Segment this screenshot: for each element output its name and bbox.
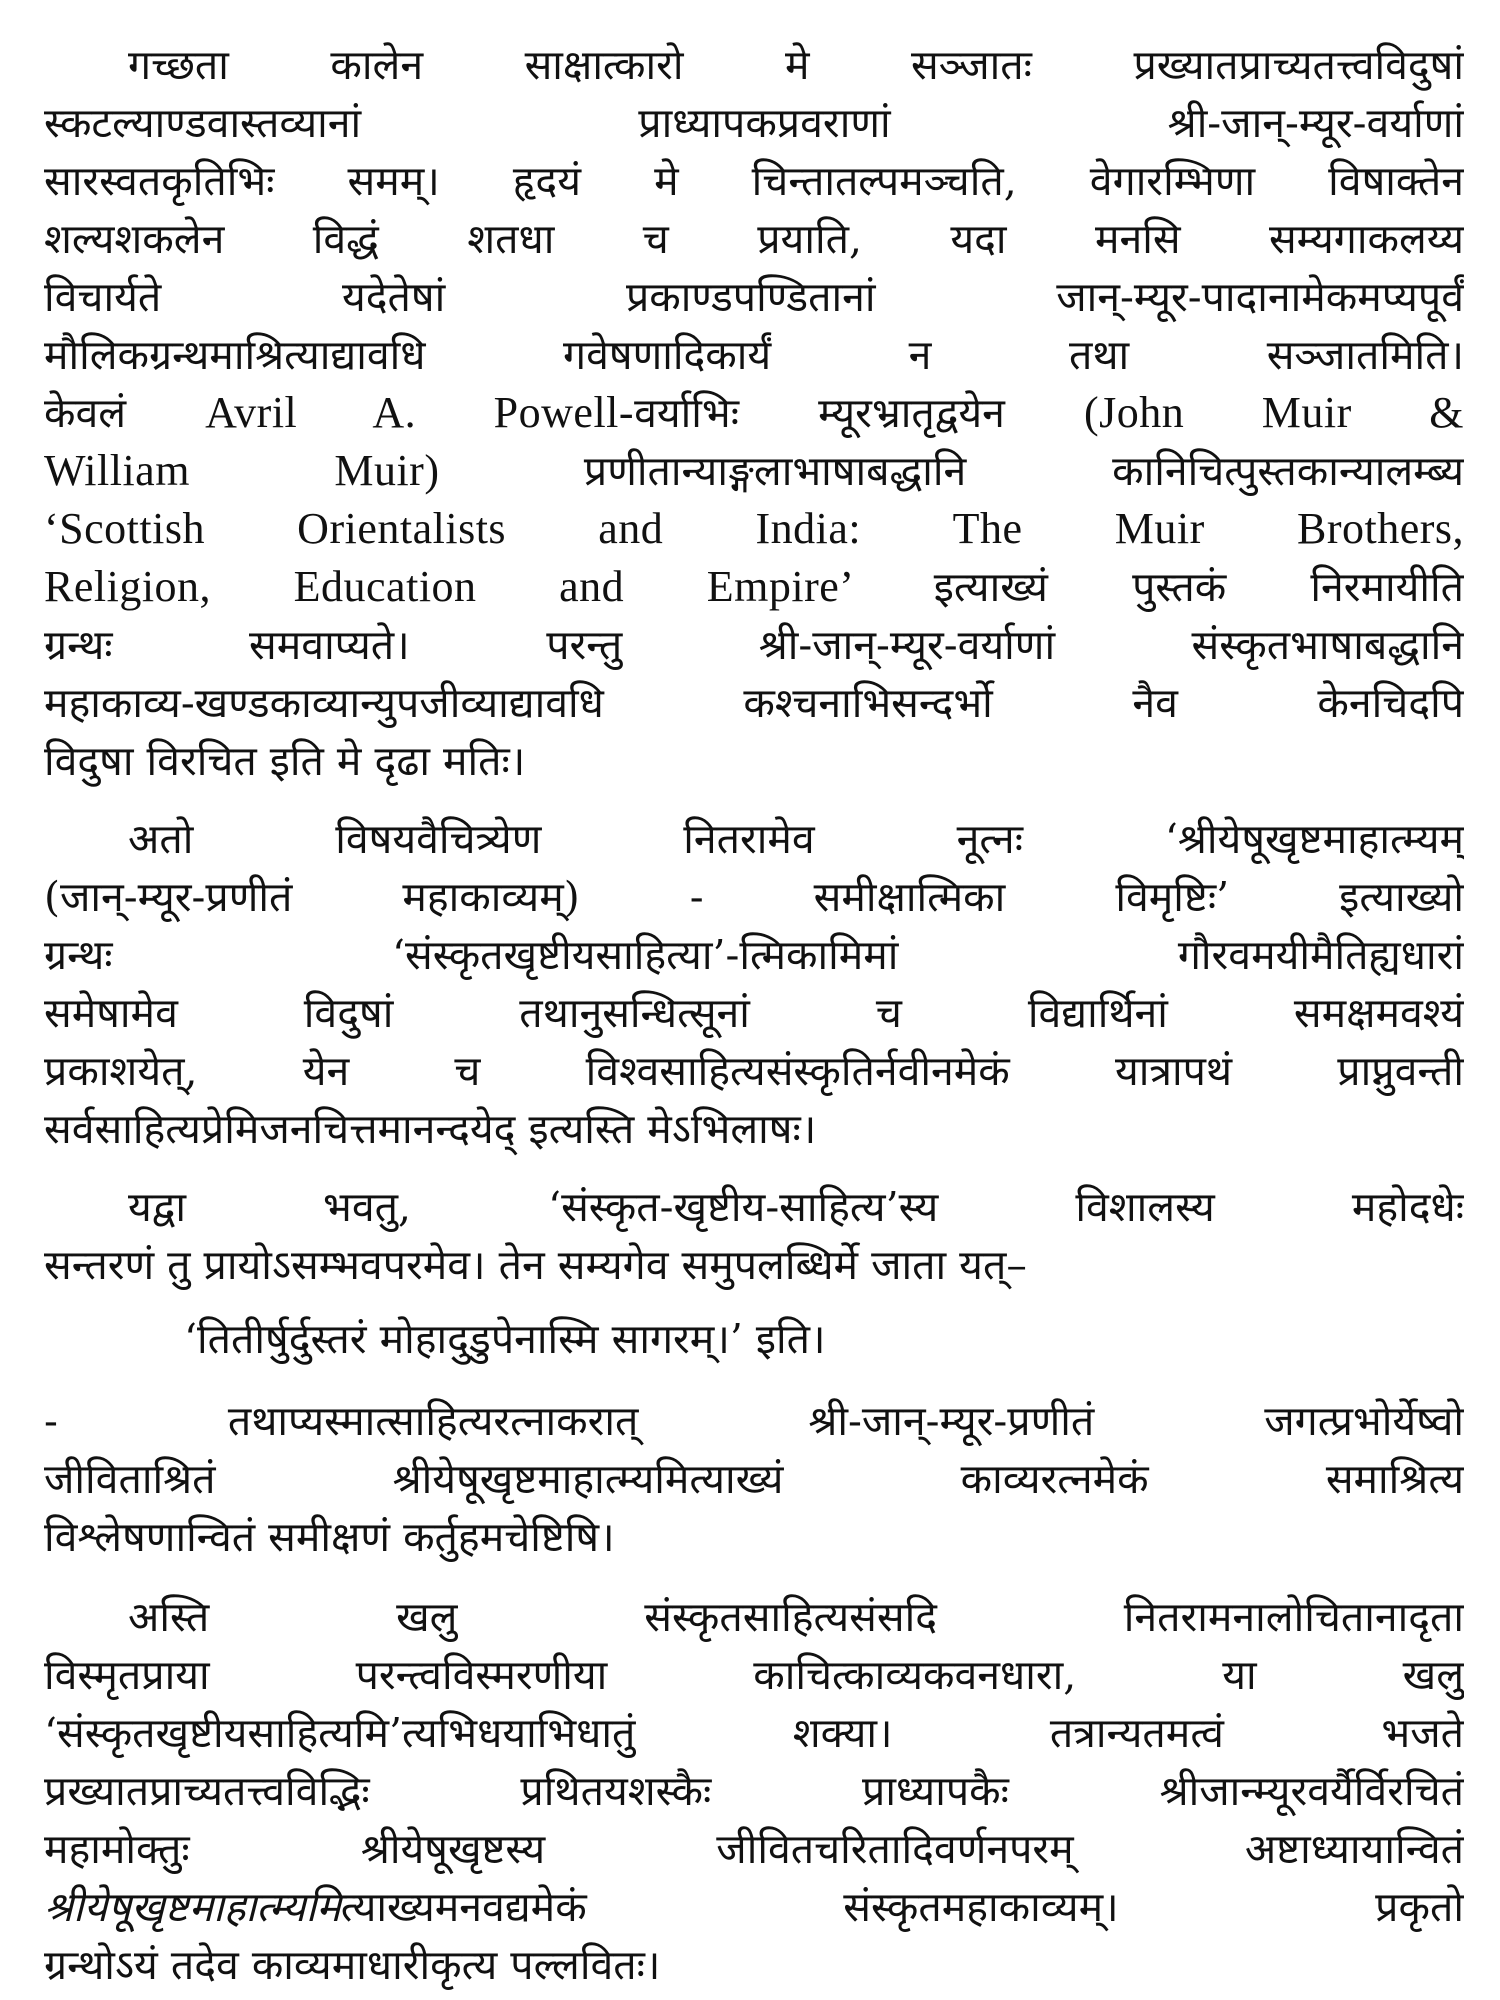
text-line: विचार्यते यदेतेषां प्रकाण्डपण्डितानां जान्-म्यूर-पादानामेकमप्यपूर्वं [44,273,1464,321]
text-line: सारस्वतकृतिभिः समम्। हृदयं मे चिन्तातल्पमञ्चति, वेगारम्भिणा विषाक्तेन [44,157,1464,205]
text-run-latin: (John Muir & [1083,388,1464,437]
text-line: ‘संस्कृतखृष्टीयसाहित्यमि’त्यभिधयाभिधातुं शक्या। तत्रान्यतमत्वं भजते [44,1709,1464,1757]
text-line [44,442,1464,500]
paragraph-3 [44,1178,1464,1294]
text-line: जीविताश्रितं श्रीयेषूखृष्टमाहात्म्यमित्याख्यं काव्यरत्नमेकं समाश्रित्य [44,1455,1464,1503]
verse-quotation: ‘तितीर्षुर्दुस्तरं मोहादुडुपेनास्मि सागरम्।’ इति। [184,1315,826,1363]
paragraph-4 [44,1392,1464,1566]
text-line: मौलिकग्रन्थमाश्रित्याद्यावधि गवेषणादिकार्यं न तथा सञ्जातमिति। [44,331,1464,379]
text-run-latin: Religion, Education and Empire’ [44,562,934,611]
text-run-italic: श्रीयेषूखृष्टमाहात्म्यमि [44,1883,341,1931]
text-line [44,384,1464,442]
text-run: इत्याख्यं पुस्तकं निरमायीति [933,563,1464,611]
text-line [44,558,1464,616]
text-line: (जान्-म्यूर-प्रणीतं महाकाव्यम्) - समीक्षात्मिका विमृष्टिः’ इत्याख्यो [44,873,1464,921]
text-line: अस्ति खलु संस्कृतसाहित्यसंसदि नितरामनालोचितानादृता [128,1593,1464,1641]
paragraph-5 [44,1588,1464,1994]
text-line: प्रकाशयेत्, येन च विश्वसाहित्यसंस्कृतिर्नवीनमेकं यात्रापथं प्राप्नुवन्ती [44,1047,1464,1095]
paragraph-2 [44,810,1464,1158]
text-run: केवलं [44,389,206,437]
text-line: समेषामेव विदुषां तथानुसन्धित्सूनां च विद्यार्थिनां समक्षमवश्यं [44,989,1464,1037]
text-line: स्कटल्याण्डवास्तव्यानां प्राध्यापकप्रवराणां श्री-जान्-म्यूर-वर्याणां [44,99,1464,147]
text-line [44,1878,1464,1936]
paragraph-1 [44,36,1464,790]
text-line: - तथाप्यस्मात्साहित्यरत्नाकरात् श्री-जान्-म्यूर-प्रणीतं जगत्प्रभोर्येष्वो [44,1397,1464,1445]
text-line: ‘Scottish Orientalists and India: The Muir Brothers, [44,504,1464,553]
text-line: विस्मृतप्राया परन्त्वविस्मरणीया काचित्काव्यकवनधारा, या खलु [44,1651,1464,1699]
text-line: गच्छता कालेन साक्षात्कारो मे सञ्जातः प्रख्यातप्राच्यतत्त्वविदुषां [128,41,1464,89]
text-run: त्याख्यमनवद्यमेकं संस्कृतमहाकाव्यम्। प्रकृतो [340,1883,1464,1931]
text-line: सन्तरणं तु प्रायोऽसम्भवपरमेव। तेन सम्यगेव समुपलब्धिर्मे जाता यत्– [44,1241,1027,1289]
text-line: विदुषा विरचित इति मे दृढा मतिः। [44,737,526,785]
text-line: यद्वा भवतु, ‘संस्कृत-खृष्टीय-साहित्य’स्य विशालस्य महोदधेः [128,1183,1464,1231]
text-line: विश्लेषणान्वितं समीक्षणं कर्तुहमचेष्टिषि। [44,1513,615,1561]
text-line: महामोक्तुः श्रीयेषूखृष्टस्य जीवितचरितादिवर्णनपरम् अष्टाध्यायान्वितं [44,1825,1464,1873]
text-run: वर्याभिः म्यूरभ्रातृद्वयेन [634,389,1084,437]
text-line: सर्वसाहित्यप्रेमिजनचित्तमानन्दयेद् इत्यस्ति मेऽभिलाषः। [44,1105,817,1153]
text-line: अतो विषयवैचित्र्येण नितरामेव नूत्नः ‘श्रीयेषूखृष्टमाहात्म्यम् [128,815,1464,863]
text-run-latin: William Muir) [44,446,584,495]
text-run-latin: Avril A. Powell- [205,388,635,437]
text-line: शल्यशकलेन विद्धं शतधा च प्रयाति, यदा मनसि सम्यगाकलय्य [44,215,1464,263]
text-line: ग्रन्थोऽयं तदेव काव्यमाधारीकृत्य पल्लवितः। [44,1941,661,1989]
text-run: प्रणीतान्याङ्गलाभाषाबद्धानि कानिचित्पुस्तकान्यालम्ब्य [583,447,1464,495]
text-line: ग्रन्थः समवाप्यते। परन्तु श्री-जान्-म्यूर-वर्याणां संस्कृतभाषाबद्धानि [44,621,1464,669]
text-line: महाकाव्य-खण्डकाव्यान्युपजीव्याद्यावधि कश्चनाभिसन्दर्भो नैव केनचिदपि [44,679,1464,727]
text-line: प्रख्यातप्राच्यतत्त्वविद्भिः प्रथितयशस्कैः प्राध्यापकैः श्रीजान्म्यूरवर्यैर्विरचितं [44,1767,1464,1815]
text-line: ग्रन्थः ‘संस्कृतखृष्टीयसाहित्या’-त्मिकामिमां गौरवमयीमैतिह्यधारां [44,931,1464,979]
